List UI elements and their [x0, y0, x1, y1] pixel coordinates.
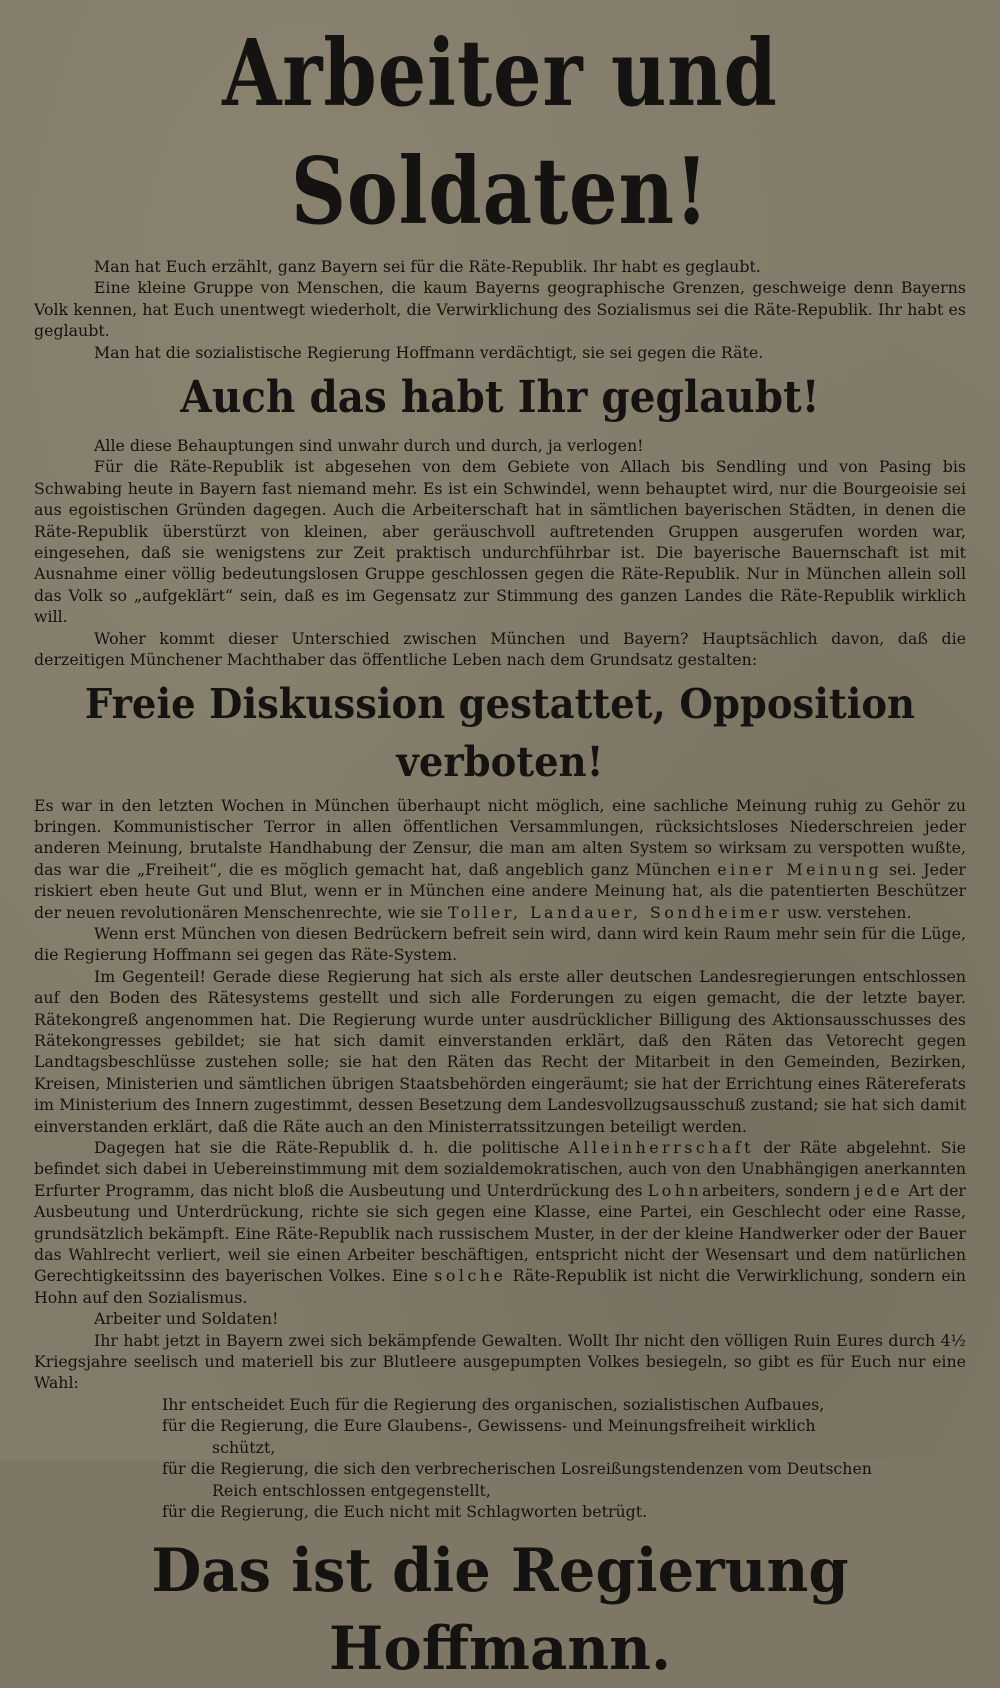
text-run: Dagegen hat sie die Räte-Republik d. h. die politische	[94, 1138, 560, 1157]
paragraph: Alle diese Behauptungen sind unwahr durch und durch, ja verlogen!	[94, 436, 644, 456]
closing-slogan: Das ist die Regierung Hoffmann.	[151, 1536, 849, 1685]
choice-line: für die Regierung, die sich den verbrecherischen Losreißungstendenzen vom Deutschen	[162, 1459, 872, 1479]
spaced-emphasis: Lohn	[647, 1180, 703, 1200]
paragraph: Wenn erst München von diesen Bedrückern befreit sein wird, dann wird kein Raum mehr sein für die Lüge, die Regierung Hoffmann sei gegen das Räte-System.	[34, 923, 966, 965]
paragraph: Arbeiter und Soldaten!	[94, 1309, 279, 1329]
text-run: der Räte abgelehnt. Sie befindet sich dabei in Uebereinstimmung mit dem sozialdemokratischen, auch von den Unabhängigen anerkannten Erfurter Programm, das nicht bloß die Ausbeutung und Unterdrückung des	[34, 1138, 966, 1200]
paragraph: Im Gegenteil! Gerade diese Regierung hat sich als erste aller deutschen Landesregierungen entschlossen auf den Boden des Rätesystems gestellt und sich alle Forderungen zu eigen gemacht, die der letzte bayer. Rätekongreß angenommen hat. Die Regierung wurde unter ausdrücklicher Billigung des Aktionsausschusses des Rätekongresses gebildet; sie hat sich damit einverstanden erklärt, daß den Räten das Vetorecht gegen Landtagsbeschlüsse zustehen solle; sie hat den Räten das Recht der Mitarbeit in den Gemeinden, Bezirken, Kreisen, Ministerien und sämtlichen übrigen Staatsbehörden eingeräumt; sie hat der Errichtung eines Rätereferats im Ministerium des Innern zugestimmt, dessen Besetzung dem Landesvollzugsausschuß zustand; sie hat sich damit einverstanden erklärt, daß die Räte auch an den Ministerratssitzungen beteiligt werden.	[34, 966, 966, 1136]
paragraph	[34, 795, 966, 923]
spaced-emphasis: Toller, Landauer, Sondheimer	[447, 902, 783, 922]
spaced-emphasis: Alleinherrschaft	[568, 1138, 754, 1157]
choice-line: Ihr entscheidet Euch für die Regierung des organischen, sozialistischen Aufbaues,	[162, 1394, 825, 1414]
spaced-emphasis: solche	[434, 1266, 507, 1286]
paragraph: Eine kleine Gruppe von Menschen, die kaum Bayerns geographische Grenzen, geschweige denn Bayerns Volk kennen, hat Euch unentwegt wiederholt, die Verwirklichung des Sozialismus sei die Räte-Republik. Ihr habt es geglaubt.	[34, 278, 966, 341]
choice-list	[162, 1394, 966, 1522]
text-run: Räte-Republik ist nicht die Verwirklichung, sondern ein Hohn auf den Sozialismus.	[34, 1266, 966, 1307]
spaced-emphasis: einer Meinung	[717, 859, 883, 879]
text-run: Es war in den letzten Wochen in München überhaupt nicht möglich, eine sachliche Meinung ruhig zu Gehör zu bringen. Kommunistischer Terror in allen öffentlichen Versammlungen, rücksichtsloses Niederschreien jeder anderen Meinung, brutalste Handhabung der Zensur, die man am alten System so wirksam zu verspotten wußte, das war die „Freiheit“, die es möglich gemacht hat, daß angeblich ganz München	[34, 795, 966, 879]
paragraph: Man hat die sozialistische Regierung Hoffmann verdächtigt, sie sei gegen die Räte.	[94, 342, 764, 362]
text-run: arbeiters, sondern	[702, 1180, 851, 1200]
choice-line: für die Regierung, die Eure Glaubens-, Gewissens- und Meinungsfreiheit wirklich	[162, 1416, 816, 1436]
paragraph: Woher kommt dieser Unterschied zwischen München und Bayern? Hauptsächlich davon, daß die derzeitigen Münchener Machthaber das öffentliche Leben nach dem Grundsatz gestalten:	[34, 628, 966, 670]
paragraph: Für die Räte-Republik ist abgesehen von dem Gebiete von Allach bis Sendling und von Pasing bis Schwabing heute in Bayern fast niemand mehr. Es ist ein Schwindel, wenn behauptet wird, nur die Bourgeoisie sei aus egoistischen Gründen dagegen. Auch die Arbeiterschaft hat in sämtlichen bayerischen Städten, in denen die Räte-Republik überstürzt von kleinen, aber geräuschvoll auftretenden Gruppen ausgerufen worden war, eingesehen, daß sie wenigstens zur Zeit praktisch undurchführbar ist. Die bayerische Bauernschaft ist mit Ausnahme einer völlig bedeutungslosen Gruppe geschlossen gegen die Räte-Republik. Nur in München allein soll das Volk so „aufgeklärt“ sein, daß es im Gegensatz zur Stimmung des ganzen Landes die Räte-Republik wirklich will.	[34, 457, 966, 627]
paragraph: Man hat Euch erzählt, ganz Bayern sei für die Räte-Republik. Ihr habt es geglaubt.	[94, 257, 761, 276]
poster-title: Arbeiter und Soldaten!	[222, 19, 778, 245]
spaced-emphasis: jede	[855, 1180, 904, 1200]
intro-block	[34, 256, 966, 363]
text-run: usw. verstehen.	[787, 902, 912, 922]
text-run: Art der Ausbeutung und Unterdrückung, richte sie sich gegen eine Klasse, eine Partei, ein Geschlecht oder eine Rasse, grundsätzlich bekämpft. Eine Räte-Republik nach russischem Muster, in der der kleine Handwerker oder der Bauer das Wahlrecht verliert, weil sie einen Arbeiter beschäftigen, entspricht nicht der Wesensart und dem natürlichen Gerechtigkeitssinn des bayerischen Volkes. Eine	[34, 1180, 966, 1286]
paragraph: Ihr habt jetzt in Bayern zwei sich bekämpfende Gewalten. Wollt Ihr nicht den völligen Ruin Eures durch 4½ Kriegsjahre seelisch und materiell bis zur Blutleere ausgepumpten Volkes besiegeln, so gibt es für Euch nur eine Wahl:	[34, 1330, 966, 1393]
claims-block	[34, 435, 966, 670]
paragraph	[34, 1137, 966, 1308]
subheading-diskussion: Freie Diskussion gestattet, Opposition verboten!	[84, 679, 916, 786]
choice-line: für die Regierung, die Euch nicht mit Schlagworten betrügt.	[162, 1501, 648, 1521]
argument-block	[34, 795, 966, 1394]
subheading-geglaubt: Auch das habt Ihr geglaubt!	[180, 372, 820, 424]
choice-line-continuation: Reich entschlossen entgegenstellt,	[212, 1480, 491, 1500]
choice-line-continuation: schützt,	[212, 1437, 276, 1457]
text-run: sei. Jeder riskiert eben heute Gut und Blut, wenn er in München eine andere Meinung hat, als die patentierten Beschützer der neuen revolutionären Menschenrechte, wie sie	[34, 859, 966, 922]
